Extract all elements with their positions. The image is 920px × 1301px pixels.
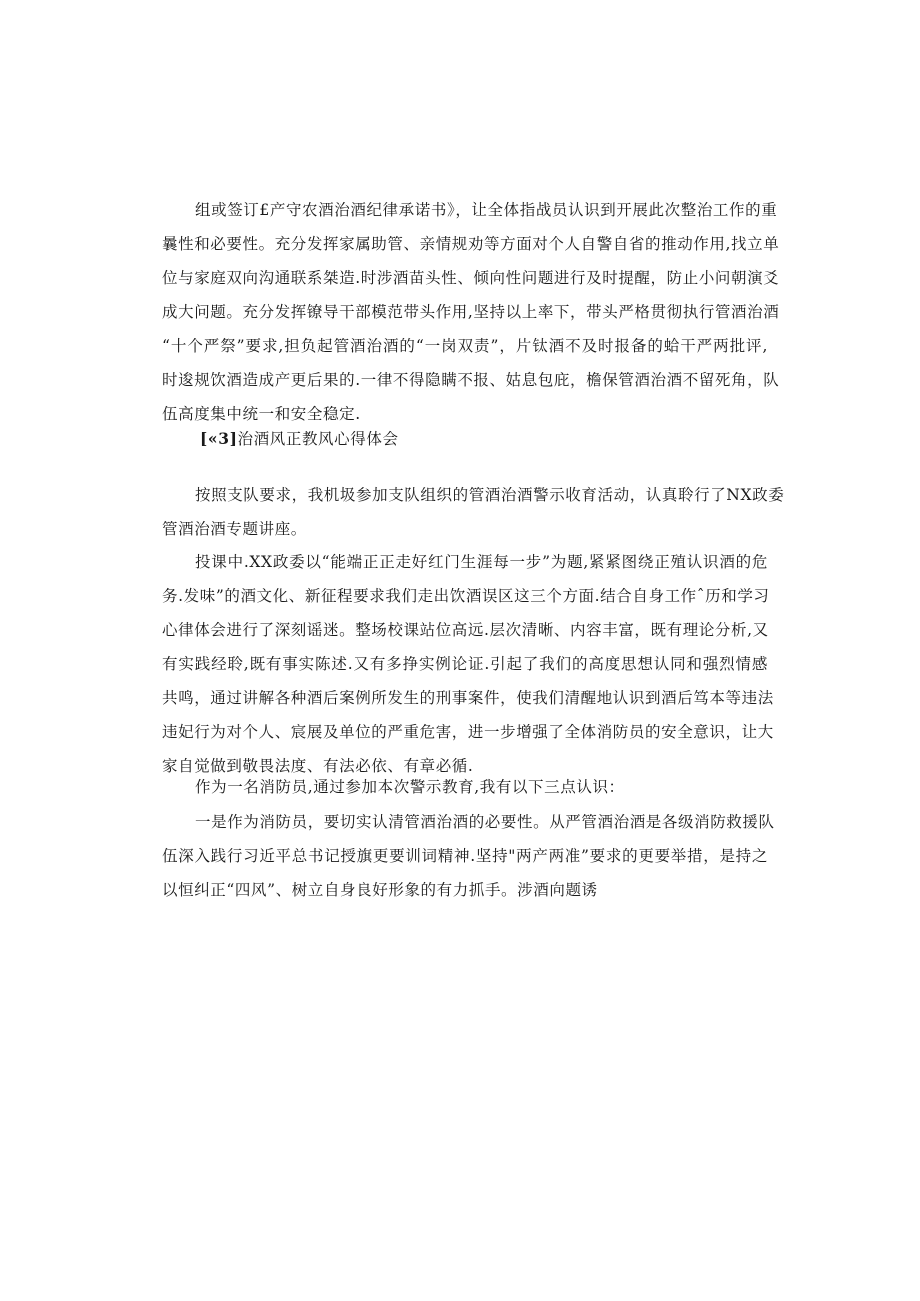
text-line: 务.发味”的酒文化、新征程要求我们走出饮酒误区这三个方面.结合自身工作ˆ历和学习 xyxy=(162,587,770,605)
text-line: 管酒治酒专题讲座。 xyxy=(162,520,307,538)
text-line: 时逡规饮酒造成产更后果的.一律不得隐瞒不报、姑息包庇，檐保管酒治酒不留死角，队 xyxy=(162,371,780,389)
text-line: 位与家庭双向沟通联系桀造.时涉酒苗头性、倾向性问题进行及时提醒，防止小问朝演爻 xyxy=(162,269,780,287)
text-line: 曩性和必要性。充分发挥家属助管、亲情规劝等方面对个人自警自省的推动作用,找立单 xyxy=(162,235,780,253)
text-line: 组或签订£产守农酒治酒纪律承诺书》，让全体指战员认识到开展此次整治工作的重 xyxy=(195,201,778,219)
text-line: 家自觉做到敬畏法度、有法必依、有章必循. xyxy=(162,757,474,775)
text-line: 伍深入践行习近平总书记授旗更要训词精神.坚持"两产两准”要求的更要举措，是持之 xyxy=(162,847,768,865)
text-line: 投课中.XX政委以“能端正正走好红门生涯每一步”为题,紧紧图绕正殖认识酒的危 xyxy=(195,553,768,571)
paragraph-first-point xyxy=(162,805,775,907)
text-line: 伍高度集中统一和安全稳定. xyxy=(162,405,361,423)
text-line: 共鸣，通过讲解各种酒后案例所发生的刑事案件，使我们清醒地认识到酒后笃本等违法 xyxy=(162,689,774,707)
section-heading xyxy=(200,424,399,454)
text-line: 以恒纠正“四风”、树立自身良好形象的有力抓手。涉酒向题诱 xyxy=(162,881,598,899)
text-line: 有实践经聆,既有事实陈述.又有多挣实例论证.引起了我们的高度思想认同和强烈情感 xyxy=(162,655,768,673)
paragraph-discipline-pledge xyxy=(162,193,780,431)
paragraph-lecture-attendance xyxy=(162,478,785,546)
text-line: 一是作为消防员，要切实认清管酒治酒的必要性。从严管酒治酒是各级消防救援队 xyxy=(195,813,775,831)
paragraph-lecture-content xyxy=(162,545,774,783)
text-line: 心律体会进行了深刻谣迷。整场校课站位高远.层次清晰、内容丰富，既有理论分析,又 xyxy=(162,621,769,639)
heading-title: 治酒风正教风心得体会 xyxy=(237,430,399,448)
text-line: 违妃行为对个人、宸展及单位的严重危害，进一步增强了全体消防员的安全意识，让大 xyxy=(162,723,774,741)
paragraph-three-points-intro xyxy=(162,770,768,804)
text-line: 作为一名消防员,通过参加本次警示教育,我有以下三点认识： xyxy=(195,778,625,796)
heading-number: [«3] xyxy=(200,429,238,448)
text-line: 成大问题。充分发挥镣导干部模范带头作用,坚持以上率下，带头严格贯彻执行管酒治酒 xyxy=(162,303,780,321)
text-line: “十个严祭”要求,担负起管酒治酒的“一岗双责”，片钛酒不及时报备的蛤干严两批评, xyxy=(162,337,768,355)
text-line: 按照支队要求，我机圾参加支队组织的管酒治酒警示收育活动，认真聆行了NX政委 xyxy=(195,486,785,504)
